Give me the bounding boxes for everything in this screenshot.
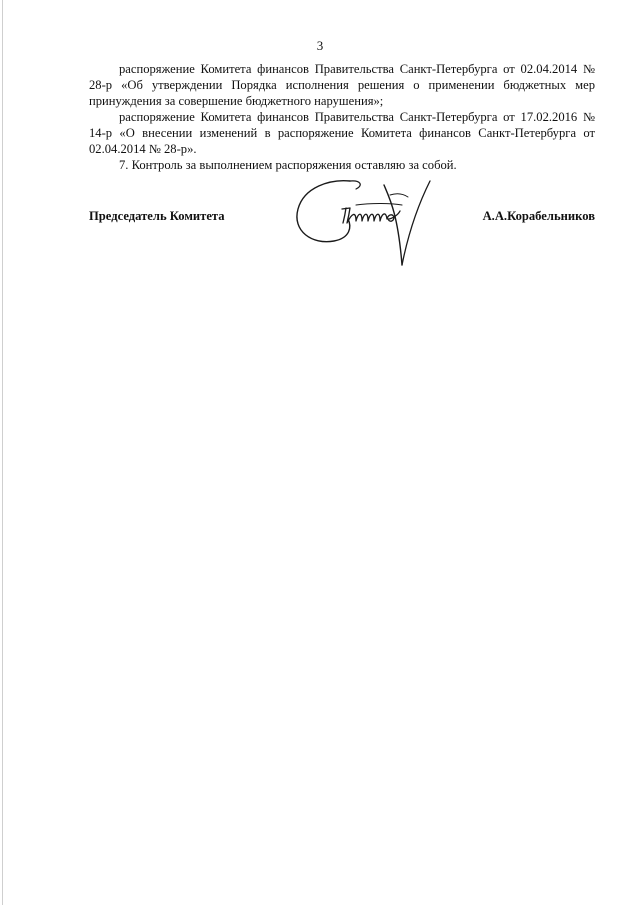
signatory-title: Председатель Комитета	[89, 209, 225, 223]
paragraph-order-28r: распоряжение Комитета финансов Правительства Санкт-Петербурга от 02.04.2014 № 28-р «Об утверждении Порядка исполнения решения о применении бюджетных мер принуждения за совершение бюджетного нарушения»;	[89, 62, 595, 108]
document-body	[89, 61, 595, 173]
paragraph-order-14r: распоряжение Комитета финансов Правительства Санкт-Петербурга от 17.02.2016 № 14-р «О внесении изменений в распоряжение Комитета финансов Санкт-Петербурга от 02.04.2014 № 28-р».	[89, 110, 595, 156]
paragraph-control-clause: 7. Контроль за выполнением распоряжения оставляю за собой.	[119, 158, 457, 172]
scan-edge-line	[2, 0, 3, 905]
handwritten-signature	[290, 175, 440, 270]
page-number: 3	[316, 38, 324, 53]
signatory-name: А.А.Корабельников	[482, 209, 595, 223]
